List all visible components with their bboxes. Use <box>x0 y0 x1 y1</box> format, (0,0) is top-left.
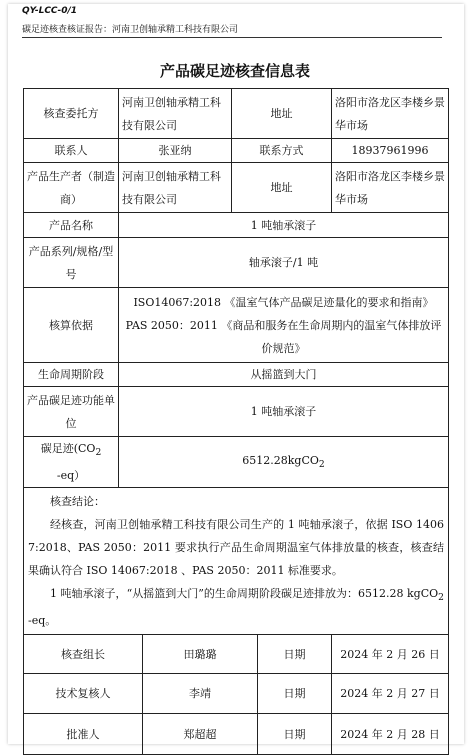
value-date: 2024 年 2 月 26 日 <box>332 635 449 674</box>
table-row <box>24 288 449 363</box>
value-team-leader: 田璐璐 <box>143 635 258 674</box>
table-row <box>24 714 449 755</box>
label-date: 日期 <box>258 635 332 674</box>
label-team-leader: 核查组长 <box>24 635 143 674</box>
table-row <box>24 238 449 288</box>
label-address: 地址 <box>232 89 332 139</box>
label-carbon-footprint: 碳足迹$(CO_2-eq)$ <box>24 437 119 488</box>
table-row <box>24 437 449 488</box>
label-producer-address: 地址 <box>232 163 332 213</box>
label-lifecycle: 生命周期阶段 <box>24 363 119 387</box>
value-basis <box>119 288 449 363</box>
table-row <box>24 387 449 437</box>
value-contact: 张亚纳 <box>119 139 232 163</box>
value-reviewer: 李靖 <box>143 674 258 714</box>
value-address: 洛阳市洛龙区李楼乡景华市场 <box>332 89 449 139</box>
label-contact: 联系人 <box>24 139 119 163</box>
conclusion-paragraph-2: 1 吨轴承滚子，“从摇篮到大门”的生命周期阶段碳足迹排放为：6512.28 kgCO$_2$-eq。 <box>28 587 444 628</box>
label-commissioner: 核查委托方 <box>24 89 119 139</box>
label-basis: 核算依据 <box>24 288 119 363</box>
value-lifecycle: 从摇篮到大门 <box>119 363 449 387</box>
label-reviewer: 技术复核人 <box>24 674 143 714</box>
conclusion-paragraph-1: 经核查，河南卫创轴承精工科技有限公司生产的 1 吨轴承滚子，依据 ISO 14067:2018、PAS 2050：2011 要求执行产品生命周期温室气体排放量的核查，核查结果确认符合 ISO 14067:2018 、PAS 2050：2011 标准要求。 <box>28 518 444 578</box>
value-product-name: 1 吨轴承滚子 <box>119 213 449 238</box>
label-date: 日期 <box>258 714 332 755</box>
value-approver: 郑超超 <box>143 714 258 755</box>
label-product-name: 产品名称 <box>24 213 119 238</box>
label-approver: 批准人 <box>24 714 143 755</box>
value-producer: 河南卫创轴承精工科技有限公司 <box>119 163 232 213</box>
label-date: 日期 <box>258 674 332 714</box>
document-code: QY-LCC-0/1 <box>22 6 78 16</box>
value-commissioner: 河南卫创轴承精工科技有限公司 <box>119 89 232 139</box>
conclusion <box>24 488 449 635</box>
value-producer-address: 洛阳市洛龙区李楼乡景华市场 <box>332 163 449 213</box>
table-row <box>24 674 449 714</box>
table-row <box>24 163 449 213</box>
conclusion-heading: 核查结论： <box>50 495 105 509</box>
value-date: 2024 年 2 月 28 日 <box>332 714 449 755</box>
document-subheader: 碳足迹核查核证报告：河南卫创轴承精工科技有限公司 <box>22 22 442 38</box>
table-row <box>24 488 449 635</box>
basis-line-1: ISO14067:2018 《温室气体产品碳足迹量化的要求和指南》 <box>133 295 434 309</box>
label-functional-unit: 产品碳足迹功能单位 <box>24 387 119 437</box>
basis-line-2: PAS 2050：2011 《商品和服务在生命周期内的温室气体排放评价规范》 <box>125 318 442 355</box>
value-product-series: 轴承滚子/1 吨 <box>119 238 449 288</box>
value-carbon-footprint: 6512.28kgCO$_2$ <box>119 437 449 488</box>
value-date: 2024 年 2 月 27 日 <box>332 674 449 714</box>
value-phone: 18937961996 <box>332 139 449 163</box>
table-row <box>24 363 449 387</box>
table-row <box>24 89 449 139</box>
label-producer: 产品生产者（制造商） <box>24 163 119 213</box>
value-functional-unit: 1 吨轴承滚子 <box>119 387 449 437</box>
table-row <box>24 139 449 163</box>
info-table <box>23 88 449 755</box>
table-row <box>24 635 449 674</box>
table-row <box>24 213 449 238</box>
label-product-series: 产品系列/规格/型号 <box>24 238 119 288</box>
label-phone: 联系方式 <box>232 139 332 163</box>
document-title: 产品碳足迹核查信息表 <box>159 62 310 80</box>
